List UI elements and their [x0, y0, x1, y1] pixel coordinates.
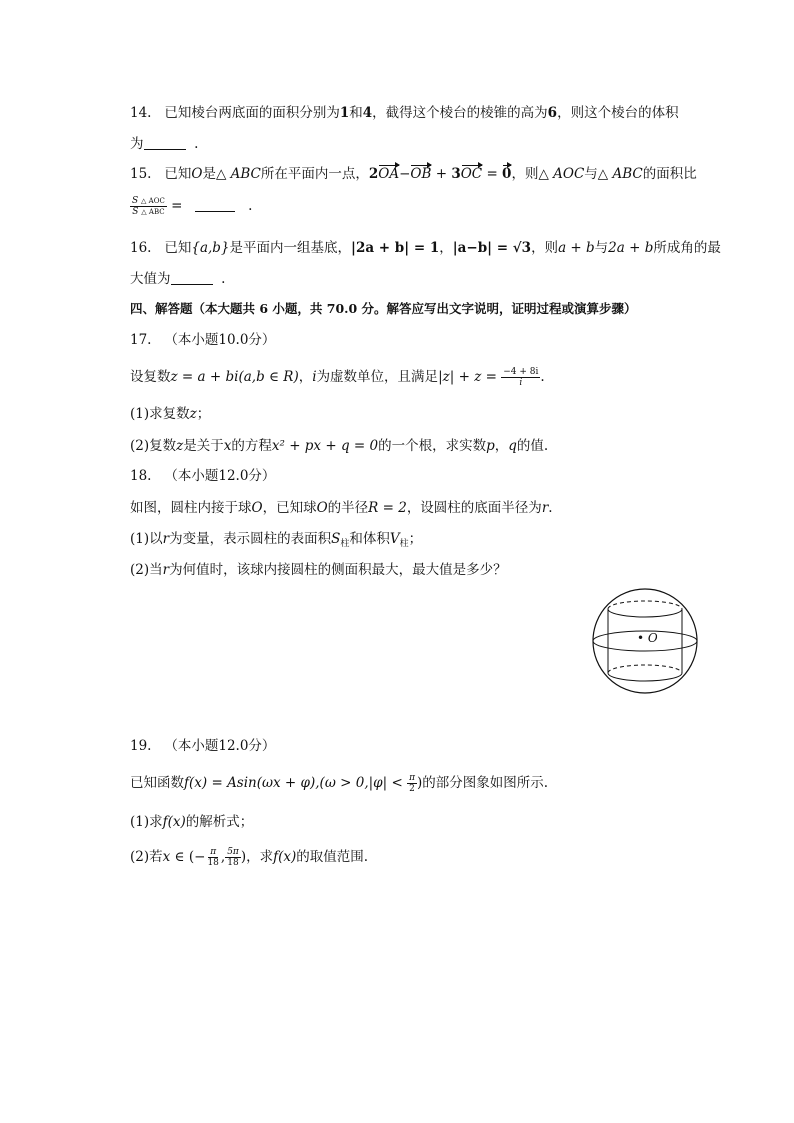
q16-number: 16.: [130, 240, 152, 256]
vector-oa: OA: [378, 166, 400, 182]
vector-oc: OC: [460, 166, 483, 182]
interval-right-fraction: $\frac{5\pi}{18}$: [227, 847, 239, 868]
center-label: • O: [637, 631, 658, 645]
q15-line2: $\frac{\text{S △ AOC}}{\text{S △ ABC}}$ = .: [132, 196, 253, 217]
answer-blank[interactable]: [195, 197, 235, 212]
q16-line2: 大值为 .: [130, 271, 226, 287]
q17-part2: (2)复数z是关于x的方程x² + px + q = 0的一个根，求实数p，q的值.: [130, 438, 549, 454]
section-four-heading: 四、解答题（本大题共 6 小题，共 70.0 分。解答应写出文字说明，证明过程或演算步骤）: [130, 301, 637, 316]
complex-fraction: $\frac{-4 + 8i}{i}$: [503, 367, 539, 388]
q14-line1: 14. 已知棱台两底面的面积分别为1和4，截得这个棱台的棱锥的高为6，则这个棱台的体积: [130, 105, 679, 121]
q15-line1: 15. 已知O是△ ABC所在平面内一点，2OA−OB + 3OC = 0，则△ AOC与△ ABC的面积比: [130, 166, 697, 182]
q19-part2: (2)若x ∈ (− $\frac{\pi}{18}$ , $\frac{5\pi}{18}$ )，求f(x)的取值范围.: [130, 847, 369, 868]
q18-part2: (2)当r为何值时，该球内接圆柱的侧面积最大，最大值是多少？: [130, 562, 507, 578]
cylinder-top-back: [608, 601, 682, 609]
pi-over-two: $\frac{\pi}{2}$: [409, 773, 415, 794]
q18-part1: (1)以r为变量，表示圆柱的表面积$S_柱$和体积$V_柱$；: [130, 531, 423, 549]
answer-blank[interactable]: [171, 270, 213, 285]
cylinder-bottom-back: [608, 665, 682, 673]
cylinder-bottom-front: [608, 673, 682, 681]
q19-part1: (1)求f(x)的解析式；: [130, 814, 254, 830]
q18-heading: 18. （本小题12.0分）: [130, 468, 276, 484]
q19-stem: 已知函数f(x) = Asin(ωx + φ),(ω > 0,|φ| < $\frac{\pi}{2}$ )的部分图象如图所示.: [130, 773, 549, 794]
area-ratio-fraction: $\frac{\text{S △ AOC}}{\text{S △ ABC}}$: [132, 196, 165, 217]
q16-line1: 16. 已知{a,b}是平面内一组基底，|2a + b| = 1，|a−b| = √3，则a + b与2a + b所成角的最: [130, 240, 721, 256]
zero-vector: 0: [502, 166, 512, 182]
q17-part1: (1)求复数z；: [130, 406, 211, 422]
q19-heading: 19. （本小题12.0分）: [130, 738, 276, 754]
cylinder-top-front: [608, 609, 682, 617]
q14-line2: 为 .: [130, 136, 199, 152]
vector-ob: OB: [410, 166, 432, 182]
q15-number: 15.: [130, 166, 152, 182]
interval-left-fraction: $\frac{\pi}{18}$: [207, 847, 219, 868]
q18-stem: 如图，圆柱内接于球O，已知球O的半径R = 2，设圆柱的底面半径为r.: [130, 500, 553, 516]
q17-stem: 设复数z = a + bi(a,b ∈ R)，i为虚数单位，且满足|z| + z = $\frac{-4 + 8i}{i}$ .: [130, 367, 545, 388]
sphere-cylinder-figure: [585, 586, 705, 696]
answer-blank[interactable]: [144, 135, 186, 150]
q14-number: 14.: [130, 105, 152, 121]
q17-heading: 17. （本小题10.0分）: [130, 332, 276, 348]
